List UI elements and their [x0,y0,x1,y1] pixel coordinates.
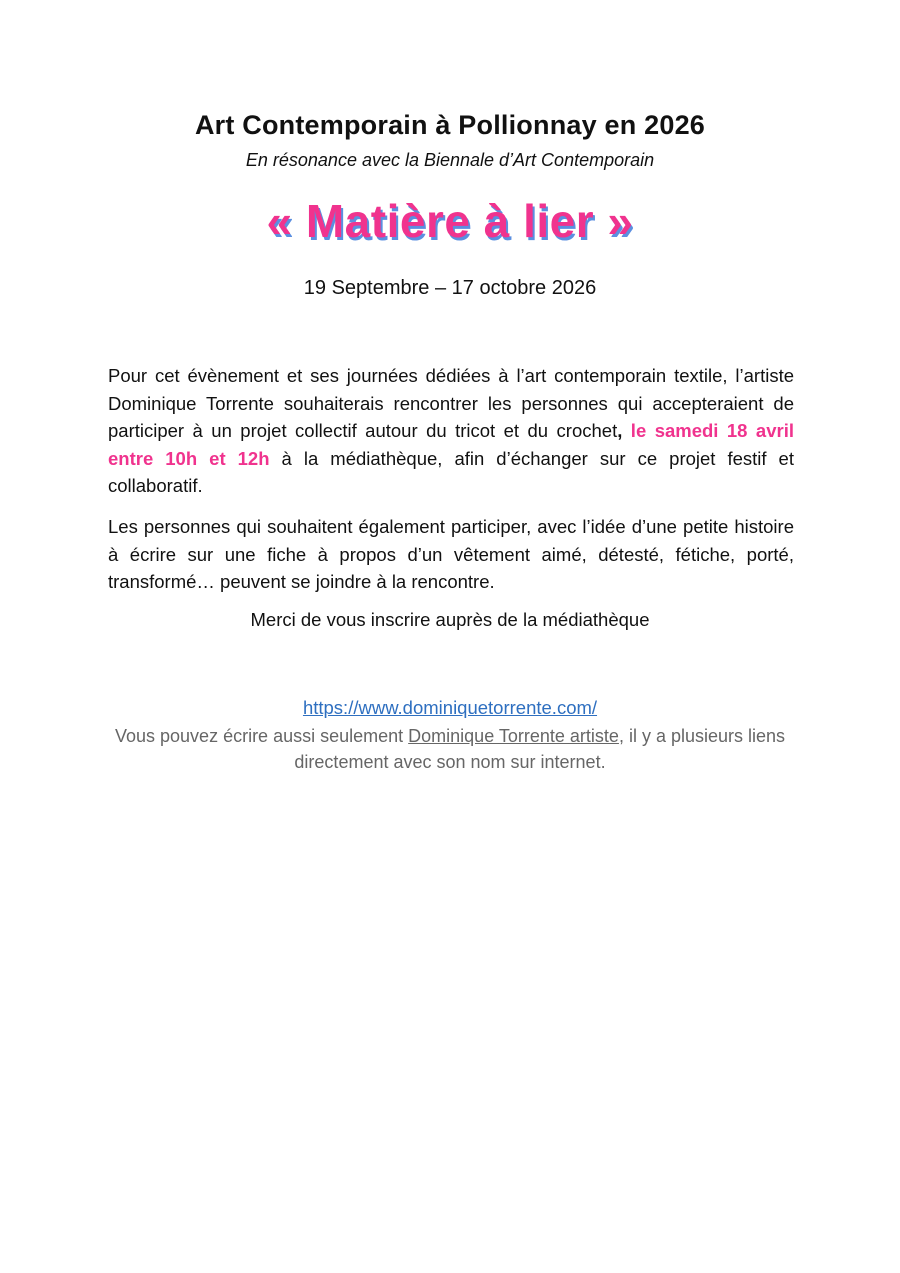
paragraph-invitation-comma: , [617,420,623,441]
document-subtitle: En résonance avec la Biennale d’Art Contemporain [245,150,655,170]
meeting-date-highlight: le samedi 18 avril entre 10h et 12h [108,420,794,469]
paragraph-invitation-text-end: à la médiathèque, afin d’échanger sur ce projet festif et collaboratif. [108,447,794,496]
document-title: Art Contemporain à Pollionnay en 2026 [194,110,705,140]
paragraph-invitation-text: Pour cet évènement et ses journées dédiées à l’art contemporain textile, l’artiste Dominique Torrente souhaiterais rencontrer les personnes qui accepteraient de participer à un projet collectif autour du tricot et du crochet [108,365,794,441]
registration-note: Merci de vous inscrire auprès de la médiathèque [250,609,650,630]
paragraph-invitation [108,362,794,500]
website-line [0,697,900,719]
event-headline: « Matière à lier » [266,195,634,247]
paragraph-participation: Les personnes qui souhaitent également participer, avec l’idée d’une petite histoire à écrire sur une fiche à propos d’un vêtement aimé, détesté, fétiche, porté, transformé… peuvent se joindre à la rencontre. [108,516,794,592]
event-dates: 19 Septembre – 17 octobre 2026 [303,277,597,299]
artist-search-link[interactable]: Dominique Torrente artiste [408,726,619,746]
search-note-text: Vous pouvez écrire aussi seulement [114,726,409,746]
website-link[interactable]: https://www.dominiquetorrente.com/ [302,697,598,718]
search-note [100,723,800,775]
search-note-text-end: , il y a plusieurs liens directement avec son nom sur internet. [294,726,786,772]
